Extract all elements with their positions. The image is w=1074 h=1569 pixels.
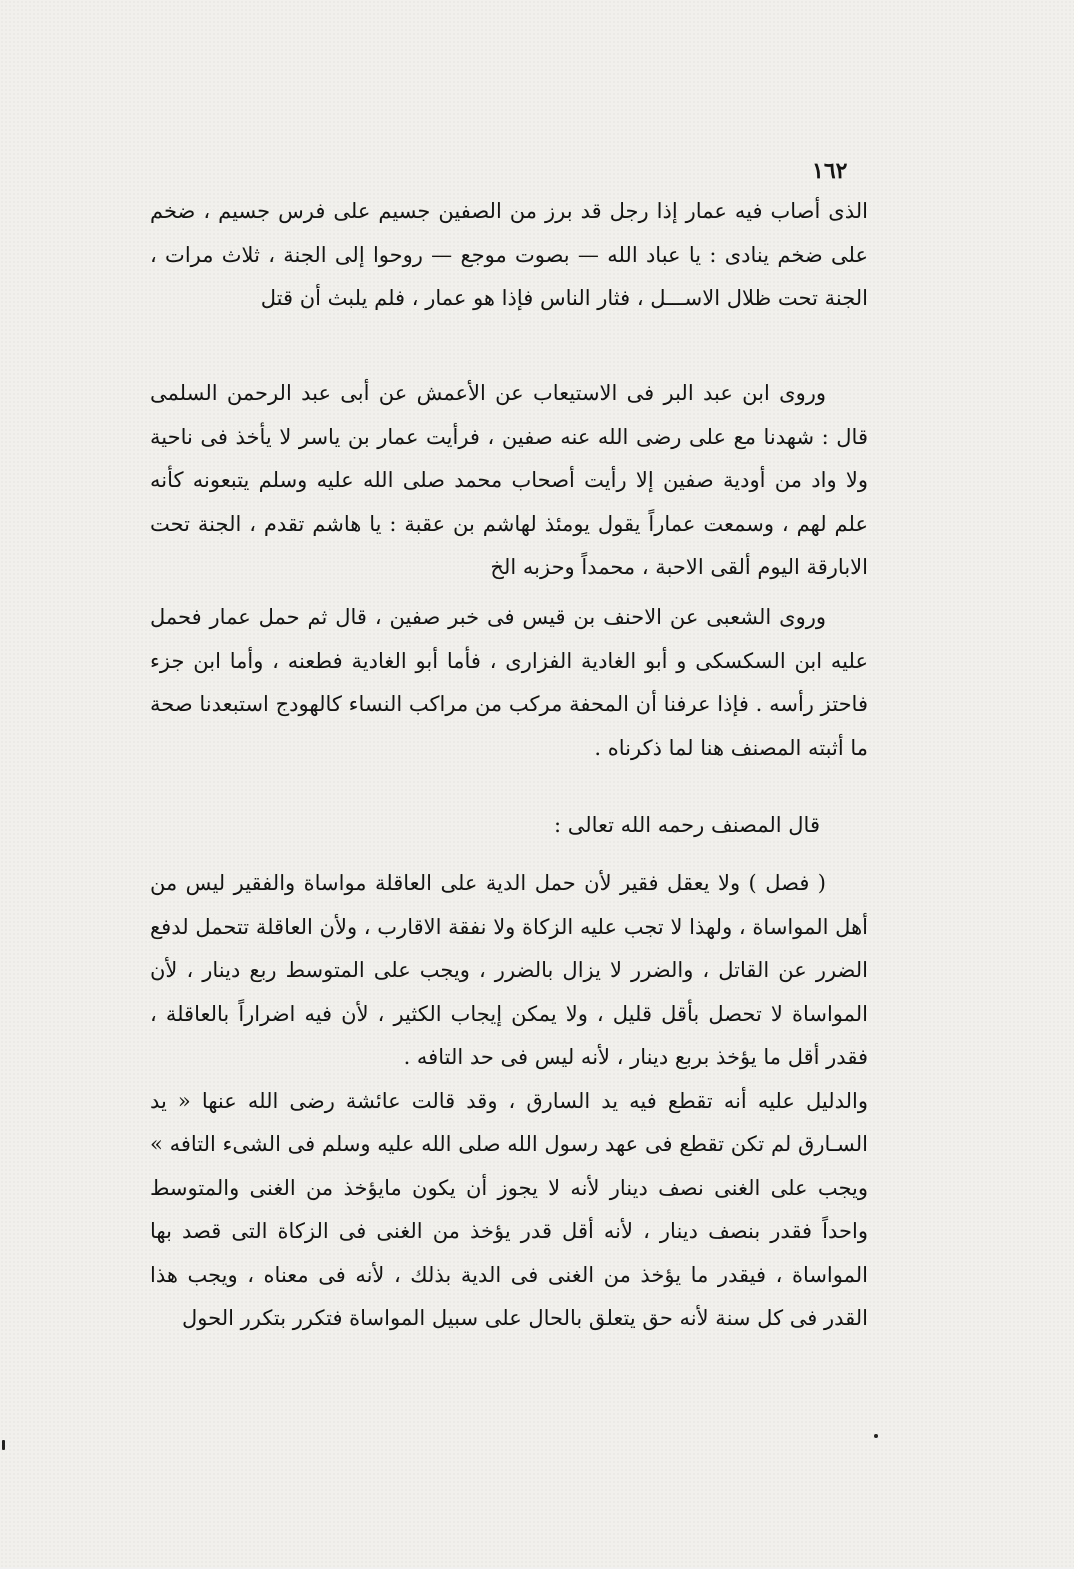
page-number: ١٦٢: [812, 158, 848, 184]
paragraph-istiab-narration: وروى ابن عبد البر فى الاستيعاب عن الأعمش عن أبى عبد الرحمن السلمى قال : شهدنا مع على رضى الله عنه صفين ، فرأيت عمار بن ياسر لا يأخذ فى ناحية ولا واد من أودية صفين إلا رأيت أصحاب محمد صلى الله عليه وسلم يتبعونه كأنه علم لهم ، وسمعت عماراً يقول يومئذ لهاشم بن عقبة : يا هاشم تقدم ، الجنة تحت الابارقة اليوم ألقى الاحبة ، محمداً وحزبه الخ: [150, 381, 868, 579]
section-heading-text: قال المصنف رحمه الله تعالى :: [553, 813, 820, 837]
paragraph-fasl: ( فصل ) ولا يعقل فقير لأن حمل الدية على العاقلة مواساة والفقير ليس من أهل المواساة ، ولهذا لا تجب عليه الزكاة ولا نفقة الاقارب ، ولأن العاقلة تتحمل لدفع الضرر عن القاتل ، والضرر لا يزال بالضرر ، ويجب على المتوسط ربع دينار ، لأن المواساة لا تحصل بأقل قليل ، ولا يمكن إيجاب الكثير ، لأن فيه اضراراً بالعاقلة ، فقدر أقل ما يؤخذ بربع دينار ، لأنه ليس فى حد التافه .: [150, 871, 868, 1069]
text-block-shabi: [150, 596, 868, 770]
text-block-fasl: [150, 862, 868, 1341]
scan-edge-mark: [2, 1440, 5, 1450]
paragraph-evidence: والدليل عليه أنه تقطع فيه يد السارق ، وقد قالت عائشة رضى الله عنها « يد السـارق لم تكن تقطع فى عهد رسول الله صلى الله عليه وسلم فى الشىء التافه » ويجب على الغنى نصف دينار لأنه لا يجوز أن يكون مايؤخذ من الغنى والمتوسط واحداً فقدر بنصف دينار ، لأنه أقل قدر يؤخذ من الغنى فى الزكاة التى قصد بها المواساة ، فيقدر ما يؤخذ من الغنى فى الدية بذلك ، لأنه فى معناه ، ويجب هذا القدر فى كل سنة لأنه حق يتعلق بالحال على سبيل المواساة فتكرر بتكرر الحول: [150, 1088, 868, 1330]
paragraph-ammar-death: الذى أصاب فيه عمار إذا رجل قد برز من الصفين جسيم على فرس جسيم ، ضخم على ضخم ينادى : يا عباد الله — بصوت موجع — روحوا إلى الجنة ، ثلاث مرات ، الجنة تحت ظلال الاســـل ، فثار الناس فإذا هو عمار ، فلم يلبث أن قتل: [150, 199, 868, 310]
paragraph-shabi-narration: وروى الشعبى عن الاحنف بن قيس فى خبر صفين ، قال ثم حمل عمار فحمل عليه ابن السكسكى و أبو الغادية الفزارى ، فأما أبو الغادية فطعنه ، وأما ابن جزء فاحتز رأسه . فإذا عرفنا أن المحفة مركب من مراكب النساء كالهودج استبعدنا صحة ما أثبته المصنف هنا لما ذكرناه .: [150, 605, 868, 760]
text-block-opening: [150, 190, 868, 321]
scan-speck: [874, 1434, 878, 1438]
text-block-istiab: [150, 372, 868, 590]
section-heading: [150, 804, 868, 848]
